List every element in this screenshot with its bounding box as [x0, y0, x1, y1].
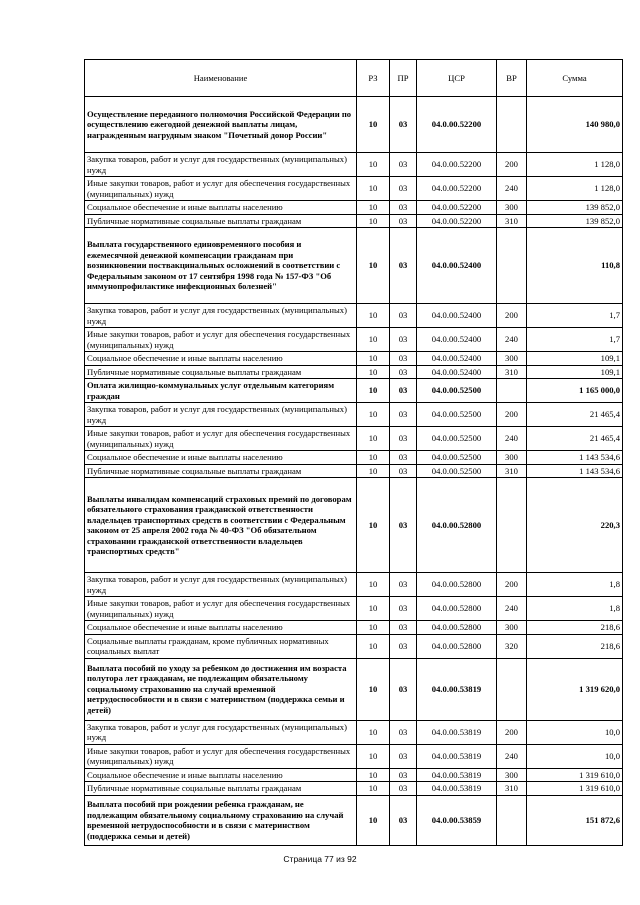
- cell-csr: 04.0.00.52400: [417, 228, 497, 304]
- cell-csr: 04.0.00.52800: [417, 597, 497, 621]
- cell-name: Закупка товаров, работ и услуг для государственных (муниципальных) нужд: [85, 573, 357, 597]
- cell-sum: 10,0: [527, 744, 623, 768]
- cell-rz: 10: [357, 228, 390, 304]
- cell-csr: 04.0.00.52400: [417, 365, 497, 379]
- table-row: [85, 365, 623, 379]
- col-header-rz: РЗ: [357, 60, 390, 97]
- cell-rz: 10: [357, 403, 390, 427]
- cell-rz: 10: [357, 478, 390, 573]
- budget-table: [84, 59, 623, 846]
- cell-rz: 10: [357, 573, 390, 597]
- cell-name: Закупка товаров, работ и услуг для государственных (муниципальных) нужд: [85, 153, 357, 177]
- cell-csr: 04.0.00.52500: [417, 427, 497, 451]
- cell-vr: 200: [497, 153, 527, 177]
- cell-pr: 03: [390, 597, 417, 621]
- col-header-sum: Сумма: [527, 60, 623, 97]
- cell-sum: 21 465,4: [527, 427, 623, 451]
- cell-name: Социальное обеспечение и иные выплаты населению: [85, 451, 357, 465]
- cell-rz: 10: [357, 621, 390, 635]
- cell-vr: 300: [497, 768, 527, 782]
- cell-pr: 03: [390, 634, 417, 658]
- cell-rz: 10: [357, 658, 390, 720]
- cell-csr: 04.0.00.52800: [417, 621, 497, 635]
- cell-csr: 04.0.00.52500: [417, 451, 497, 465]
- cell-sum: 139 852,0: [527, 201, 623, 215]
- cell-name: Социальное обеспечение и иные выплаты населению: [85, 352, 357, 366]
- table-row: [85, 201, 623, 215]
- cell-csr: 04.0.00.52800: [417, 634, 497, 658]
- cell-rz: 10: [357, 379, 390, 403]
- cell-vr: 240: [497, 177, 527, 201]
- table-row: [85, 451, 623, 465]
- cell-sum: 218,6: [527, 621, 623, 635]
- col-header-vr: ВР: [497, 60, 527, 97]
- table-row: [85, 464, 623, 478]
- table-row: [85, 720, 623, 744]
- table-row: [85, 597, 623, 621]
- page-number: Страница 77 из 92: [283, 854, 357, 864]
- cell-name: Выплаты инвалидам компенсаций страховых премий по договорам обязательного страхования гражданской ответственности владельцев транспортных средств в соответствии с Федеральным законом от 25 апреля 2002 года № 40-ФЗ "Об обязательном страховании гражданской ответственности владельцев транспортных средств": [85, 478, 357, 573]
- cell-name: Осуществление переданного полномочия Российской Федерации по осуществлению ежегодной денежной выплаты лицам, награжденным нагрудным знаком "Почетный донор России": [85, 97, 357, 153]
- cell-rz: 10: [357, 720, 390, 744]
- cell-vr: 200: [497, 304, 527, 328]
- table-row: [85, 782, 623, 796]
- table-row: [85, 795, 623, 845]
- cell-pr: 03: [390, 97, 417, 153]
- col-header-pr: ПР: [390, 60, 417, 97]
- cell-pr: 03: [390, 153, 417, 177]
- cell-csr: 04.0.00.52500: [417, 464, 497, 478]
- cell-csr: 04.0.00.52200: [417, 97, 497, 153]
- cell-pr: 03: [390, 744, 417, 768]
- cell-sum: 1 128,0: [527, 153, 623, 177]
- cell-pr: 03: [390, 464, 417, 478]
- cell-sum: 10,0: [527, 720, 623, 744]
- cell-csr: 04.0.00.53859: [417, 795, 497, 845]
- cell-pr: 03: [390, 621, 417, 635]
- cell-name: Закупка товаров, работ и услуг для государственных (муниципальных) нужд: [85, 403, 357, 427]
- cell-name: Социальные выплаты гражданам, кроме публичных нормативных социальных выплат: [85, 634, 357, 658]
- cell-sum: 1,7: [527, 328, 623, 352]
- cell-pr: 03: [390, 379, 417, 403]
- cell-name: Публичные нормативные социальные выплаты гражданам: [85, 464, 357, 478]
- cell-csr: 04.0.00.53819: [417, 720, 497, 744]
- table-row: [85, 97, 623, 153]
- cell-vr: 310: [497, 365, 527, 379]
- table-row: [85, 768, 623, 782]
- cell-sum: 220,3: [527, 478, 623, 573]
- cell-pr: 03: [390, 201, 417, 215]
- cell-vr: 200: [497, 403, 527, 427]
- table-row: [85, 304, 623, 328]
- cell-rz: 10: [357, 634, 390, 658]
- cell-vr: 240: [497, 328, 527, 352]
- table-row: [85, 214, 623, 228]
- cell-sum: 1,8: [527, 573, 623, 597]
- cell-pr: 03: [390, 451, 417, 465]
- cell-sum: 1 319 610,0: [527, 782, 623, 796]
- cell-vr: 200: [497, 720, 527, 744]
- cell-name: Социальное обеспечение и иные выплаты населению: [85, 201, 357, 215]
- table-row: [85, 634, 623, 658]
- cell-csr: 04.0.00.52800: [417, 573, 497, 597]
- cell-pr: 03: [390, 365, 417, 379]
- cell-name: Выплата государственного единовременного пособия и ежемесячной денежной компенсации гражданам при возникновении поствакцинальных осложнений в соответствии с Федеральным законом от 17 сентября 1998 года № 157-ФЗ "Об иммунопрофилактике инфекционных болезней": [85, 228, 357, 304]
- cell-rz: 10: [357, 201, 390, 215]
- cell-vr: 320: [497, 634, 527, 658]
- cell-rz: 10: [357, 795, 390, 845]
- table-row: [85, 621, 623, 635]
- cell-csr: 04.0.00.52200: [417, 177, 497, 201]
- col-header-csr: ЦСР: [417, 60, 497, 97]
- cell-sum: 21 465,4: [527, 403, 623, 427]
- cell-sum: 1,8: [527, 597, 623, 621]
- cell-vr: [497, 379, 527, 403]
- cell-sum: 139 852,0: [527, 214, 623, 228]
- cell-pr: 03: [390, 177, 417, 201]
- cell-csr: 04.0.00.53819: [417, 658, 497, 720]
- cell-vr: 300: [497, 201, 527, 215]
- cell-pr: 03: [390, 403, 417, 427]
- cell-rz: 10: [357, 97, 390, 153]
- table-row: [85, 658, 623, 720]
- cell-pr: 03: [390, 795, 417, 845]
- table-row: [85, 352, 623, 366]
- cell-csr: 04.0.00.52200: [417, 214, 497, 228]
- cell-sum: 1 143 534,6: [527, 464, 623, 478]
- cell-name: Оплата жилищно-коммунальных услуг отдельным категориям граждан: [85, 379, 357, 403]
- cell-vr: 300: [497, 352, 527, 366]
- cell-pr: 03: [390, 228, 417, 304]
- cell-rz: 10: [357, 365, 390, 379]
- cell-csr: 04.0.00.53819: [417, 744, 497, 768]
- cell-name: Социальное обеспечение и иные выплаты населению: [85, 768, 357, 782]
- cell-rz: 10: [357, 427, 390, 451]
- cell-pr: 03: [390, 720, 417, 744]
- cell-name: Иные закупки товаров, работ и услуг для обеспечения государственных (муниципальных) нужд: [85, 427, 357, 451]
- cell-csr: 04.0.00.53819: [417, 768, 497, 782]
- cell-rz: 10: [357, 304, 390, 328]
- cell-csr: 04.0.00.52800: [417, 478, 497, 573]
- table-row: [85, 328, 623, 352]
- cell-csr: 04.0.00.52500: [417, 379, 497, 403]
- cell-vr: [497, 97, 527, 153]
- cell-sum: 109,1: [527, 365, 623, 379]
- cell-vr: 240: [497, 744, 527, 768]
- cell-pr: 03: [390, 304, 417, 328]
- cell-vr: 300: [497, 621, 527, 635]
- cell-vr: 200: [497, 573, 527, 597]
- cell-name: Выплата пособий по уходу за ребенком до достижения им возраста полутора лет гражданам, не подлежащим обязательному социальному страхованию на случай временной нетрудоспособности и в связи с материнством (поддержка семьи и детей): [85, 658, 357, 720]
- table-row: [85, 478, 623, 573]
- table-row: [85, 573, 623, 597]
- cell-vr: [497, 228, 527, 304]
- cell-rz: 10: [357, 352, 390, 366]
- cell-pr: 03: [390, 478, 417, 573]
- cell-sum: 110,8: [527, 228, 623, 304]
- cell-vr: 310: [497, 214, 527, 228]
- cell-name: Социальное обеспечение и иные выплаты населению: [85, 621, 357, 635]
- cell-pr: 03: [390, 573, 417, 597]
- table-row: [85, 228, 623, 304]
- cell-rz: 10: [357, 153, 390, 177]
- cell-rz: 10: [357, 782, 390, 796]
- cell-pr: 03: [390, 427, 417, 451]
- cell-rz: 10: [357, 744, 390, 768]
- cell-name: Публичные нормативные социальные выплаты гражданам: [85, 365, 357, 379]
- table-row: [85, 744, 623, 768]
- cell-sum: 109,1: [527, 352, 623, 366]
- cell-name: Публичные нормативные социальные выплаты гражданам: [85, 782, 357, 796]
- cell-sum: 1 319 620,0: [527, 658, 623, 720]
- cell-vr: [497, 478, 527, 573]
- cell-pr: 03: [390, 768, 417, 782]
- cell-pr: 03: [390, 214, 417, 228]
- cell-vr: [497, 795, 527, 845]
- cell-rz: 10: [357, 597, 390, 621]
- cell-sum: 140 980,0: [527, 97, 623, 153]
- cell-sum: 1 128,0: [527, 177, 623, 201]
- col-header-name: Наименование: [85, 60, 357, 97]
- table-row: [85, 177, 623, 201]
- cell-rz: 10: [357, 214, 390, 228]
- cell-vr: [497, 658, 527, 720]
- cell-vr: 310: [497, 464, 527, 478]
- cell-pr: 03: [390, 658, 417, 720]
- cell-csr: 04.0.00.52400: [417, 304, 497, 328]
- cell-name: Публичные нормативные социальные выплаты гражданам: [85, 214, 357, 228]
- cell-csr: 04.0.00.52200: [417, 201, 497, 215]
- cell-rz: 10: [357, 328, 390, 352]
- cell-sum: 1 165 000,0: [527, 379, 623, 403]
- cell-vr: 240: [497, 427, 527, 451]
- cell-rz: 10: [357, 464, 390, 478]
- cell-name: Закупка товаров, работ и услуг для государственных (муниципальных) нужд: [85, 304, 357, 328]
- cell-csr: 04.0.00.53819: [417, 782, 497, 796]
- table-row: [85, 379, 623, 403]
- cell-vr: 310: [497, 782, 527, 796]
- cell-vr: 240: [497, 597, 527, 621]
- cell-sum: 151 872,6: [527, 795, 623, 845]
- table-row: [85, 403, 623, 427]
- cell-sum: 1,7: [527, 304, 623, 328]
- cell-rz: 10: [357, 451, 390, 465]
- cell-name: Иные закупки товаров, работ и услуг для обеспечения государственных (муниципальных) нужд: [85, 328, 357, 352]
- cell-sum: 1 319 610,0: [527, 768, 623, 782]
- cell-pr: 03: [390, 352, 417, 366]
- cell-sum: 1 143 534,6: [527, 451, 623, 465]
- cell-csr: 04.0.00.52200: [417, 153, 497, 177]
- cell-sum: 218,6: [527, 634, 623, 658]
- cell-pr: 03: [390, 782, 417, 796]
- cell-csr: 04.0.00.52500: [417, 403, 497, 427]
- table-header-row: [85, 60, 623, 97]
- cell-csr: 04.0.00.52400: [417, 352, 497, 366]
- cell-rz: 10: [357, 177, 390, 201]
- table-row: [85, 427, 623, 451]
- cell-vr: 300: [497, 451, 527, 465]
- cell-name: Иные закупки товаров, работ и услуг для обеспечения государственных (муниципальных) нужд: [85, 597, 357, 621]
- table-row: [85, 153, 623, 177]
- cell-csr: 04.0.00.52400: [417, 328, 497, 352]
- cell-name: Иные закупки товаров, работ и услуг для обеспечения государственных (муниципальных) нужд: [85, 177, 357, 201]
- cell-pr: 03: [390, 328, 417, 352]
- cell-rz: 10: [357, 768, 390, 782]
- cell-name: Выплата пособий при рождении ребенка гражданам, не подлежащим обязательному социальному страхованию на случай временной нетрудоспособности и в связи с материнством (поддержка семьи и детей): [85, 795, 357, 845]
- cell-name: Закупка товаров, работ и услуг для государственных (муниципальных) нужд: [85, 720, 357, 744]
- cell-name: Иные закупки товаров, работ и услуг для обеспечения государственных (муниципальных) нужд: [85, 744, 357, 768]
